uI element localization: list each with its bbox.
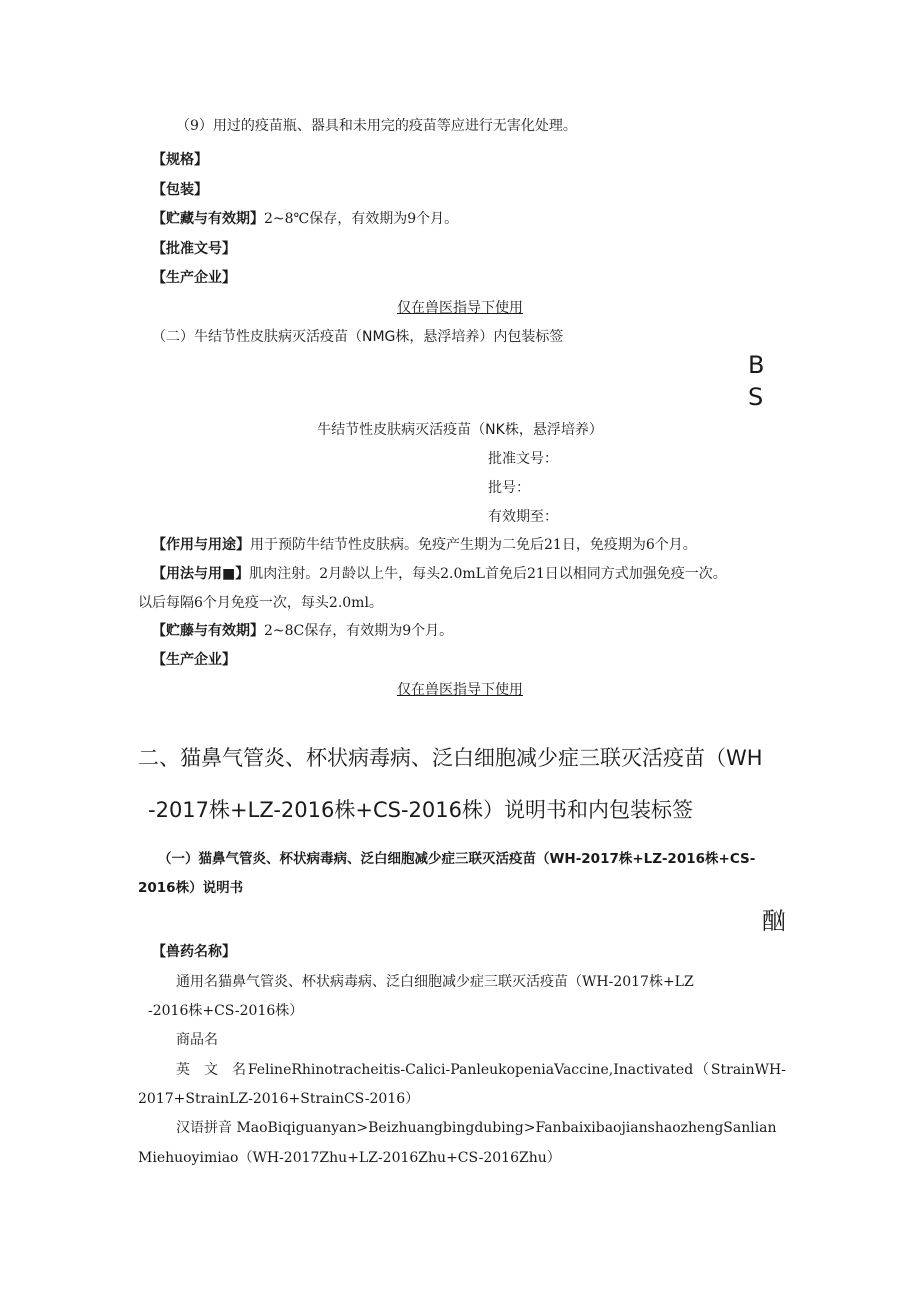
english-name-line2: 2017+StrainLZ-2016+StrainCS-2016） (138, 1091, 420, 1107)
use-label: 【作用与用途】 (152, 537, 250, 553)
storage2-label: 【贮藤与有效期】 (152, 623, 264, 639)
item-9-text: （9）用过的疫苗瓶、器具和未用完的疫苗等应进行无害化处理。 (176, 118, 577, 134)
spec-label: 【规格】 (152, 152, 208, 168)
product-name: 牛结节性皮肤病灭活疫苗（NK株，悬浮培养） (317, 422, 603, 438)
approval-label: 【批准文号】 (152, 241, 236, 257)
use-row (152, 535, 697, 555)
maker-label: 【生产企业】 (152, 270, 236, 286)
stray-mark: 酗 (762, 907, 786, 935)
dose-row (152, 564, 727, 584)
storage2-text: 2~8C保存，有效期为9个月。 (264, 623, 454, 639)
batch-number: 批号： (488, 480, 530, 496)
vet-notice-2: 仅在兽医指导下使用 (397, 682, 523, 698)
english-name-row (176, 1060, 786, 1080)
subsection-title-line1: （一）猫鼻气管炎、杯状病毒病、泛白细胞减少症三联灭活疫苗（WH-2017株+LZ-2016株+CS- (158, 851, 756, 867)
storage2-row (152, 621, 453, 641)
pinyin-line2: Miehuoyimiao（WH-2017Zhu+LZ-2016Zhu+CS-2016Zhu） (138, 1150, 561, 1166)
subsection-title-line2: 2016株）说明书 (138, 880, 244, 896)
maker2-label: 【生产企业】 (152, 652, 236, 668)
trade-name: 商品名 (176, 1032, 218, 1048)
mark-b: B (748, 351, 765, 379)
dose-text: 肌肉注射。2月龄以上牛，每头2.0mL首免后21日以相同方式加强免疫一次。 (249, 566, 727, 582)
approval-number: 批准文号： (488, 451, 558, 467)
english-strain: StrainWH- (710, 1062, 786, 1078)
vet-notice: 仅在兽医指导下使用 (397, 300, 523, 316)
storage-text: 2~8℃保存，有效期为9个月。 (264, 211, 459, 227)
dose-label: 【用法与用■】 (152, 566, 250, 582)
dose-text-continued: 以后每隔6个月免疫一次，每头2.0ml。 (138, 595, 383, 611)
english-paren: （ (695, 1062, 710, 1078)
storage-row (152, 209, 458, 229)
pack-label: 【包装】 (152, 182, 208, 198)
label-title: （二）牛结节性皮肤病灭活疫苗（NMG株，悬浮培养）内包装标签 (152, 329, 564, 345)
generic-name-line2: -2016株+CS-2016株） (148, 1003, 304, 1019)
expiry-date: 有效期至： (488, 509, 558, 525)
name-label: 【兽药名称】 (152, 944, 236, 960)
generic-name-line1: 通用名猫鼻气管炎、杯状病毒病、泛白细胞减少症三联灭活疫苗（WH-2017株+LZ (176, 974, 694, 990)
section-heading-line1: 二、猫鼻气管炎、杯状病毒病、泛白细胞减少症三联灭活疫苗（WH (138, 746, 763, 770)
storage-label: 【贮藏与有效期】 (152, 211, 264, 227)
english-text: FelineRhinotracheitis-Calici-PanleukopeniaVaccine,Inactivated (247, 1062, 694, 1078)
english-label: 英 文 名 (176, 1062, 246, 1078)
section-heading-line2: -2017株+LZ-2016株+CS-2016株）说明书和内包装标签 (148, 798, 693, 822)
use-text: 用于预防牛结节性皮肤病。免疫产生期为二免后21日，免疫期为6个月。 (250, 537, 697, 553)
mark-s: S (748, 383, 764, 411)
pinyin-line1: 汉语拼音 MaoBiqiguanyan>Beizhuangbingdubing>FanbaixibaojianshaozhengSanlian (176, 1120, 777, 1136)
